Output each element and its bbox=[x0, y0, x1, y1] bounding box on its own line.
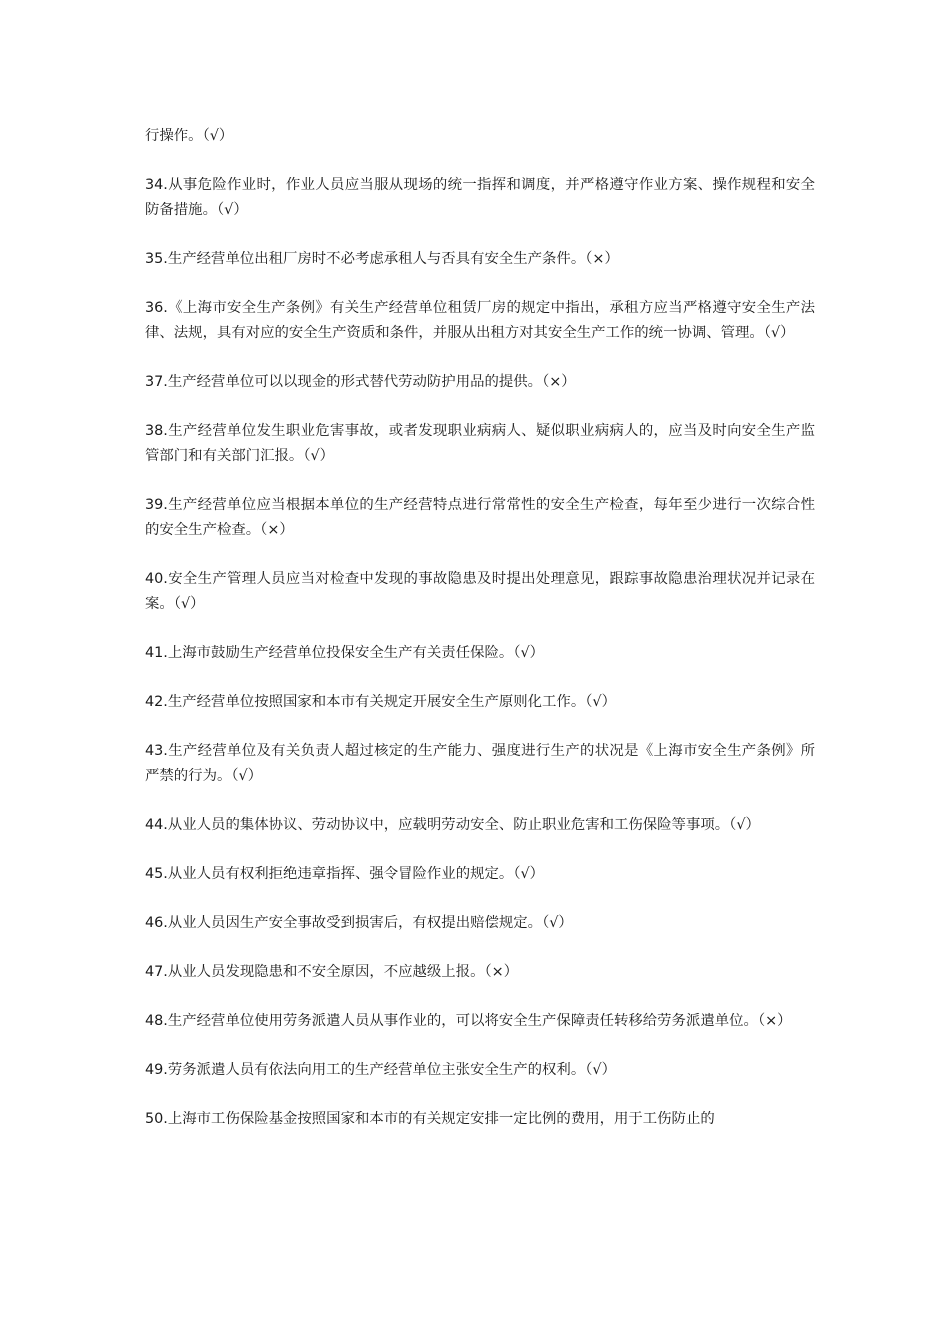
document-body bbox=[145, 124, 815, 1156]
question-41: 41.上海市鼓励生产经营单位投保安全生产有关责任保险。（√） bbox=[145, 645, 545, 661]
question-34: 34.从事危险作业时，作业人员应当服从现场的统一指挥和调度，并严格遵守作业方案、操作规程和安全防备措施。（√） bbox=[145, 177, 815, 218]
question-39: 39.生产经营单位应当根据本单位的生产经营特点进行常常性的安全生产检查，每年至少进行一次综合性的安全生产检查。（×） bbox=[145, 497, 815, 538]
question-37: 37.生产经营单位可以以现金的形式替代劳动防护用品的提供。（×） bbox=[145, 374, 576, 390]
question-50: 50.上海市工伤保险基金按照国家和本市的有关规定安排一定比例的费用，用于工伤防止的 bbox=[145, 1111, 715, 1127]
question-46: 46.从业人员因生产安全事故受到损害后，有权提出赔偿规定。（√） bbox=[145, 915, 573, 931]
question-48: 48.生产经营单位使用劳务派遣人员从事作业的，可以将安全生产保障责任转移给劳务派遣单位。（×） bbox=[145, 1013, 792, 1029]
question-38: 38.生产经营单位发生职业危害事故，或者发现职业病病人、疑似职业病病人的，应当及时向安全生产监管部门和有关部门汇报。（√） bbox=[145, 423, 815, 464]
paragraph-continuation: 行操作。（√） bbox=[145, 128, 234, 144]
question-36: 36.《上海市安全生产条例》有关生产经营单位租赁厂房的规定中指出，承租方应当严格遵守安全生产法律、法规，具有对应的安全生产资质和条件，并服从出租方对其安全生产工作的统一协调、管理。（√） bbox=[145, 300, 815, 341]
question-40: 40.安全生产管理人员应当对检查中发现的事故隐患及时提出处理意见，跟踪事故隐患治理状况并记录在案。（√） bbox=[145, 571, 815, 612]
question-49: 49.劳务派遣人员有依法向用工的生产经营单位主张安全生产的权利。（√） bbox=[145, 1062, 616, 1078]
question-42: 42.生产经营单位按照国家和本市有关规定开展安全生产原则化工作。（√） bbox=[145, 694, 616, 710]
question-45: 45.从业人员有权利拒绝违章指挥、强令冒险作业的规定。（√） bbox=[145, 866, 545, 882]
question-47: 47.从业人员发现隐患和不安全原因，不应越级上报。（×） bbox=[145, 964, 519, 980]
question-43: 43.生产经营单位及有关负责人超过核定的生产能力、强度进行生产的状况是《上海市安全生产条例》所严禁的行为。（√） bbox=[145, 743, 815, 784]
question-35: 35.生产经营单位出租厂房时不必考虑承租人与否具有安全生产条件。（×） bbox=[145, 251, 619, 267]
question-44: 44.从业人员的集体协议、劳动协议中，应载明劳动安全、防止职业危害和工伤保险等事项。（√） bbox=[145, 817, 760, 833]
